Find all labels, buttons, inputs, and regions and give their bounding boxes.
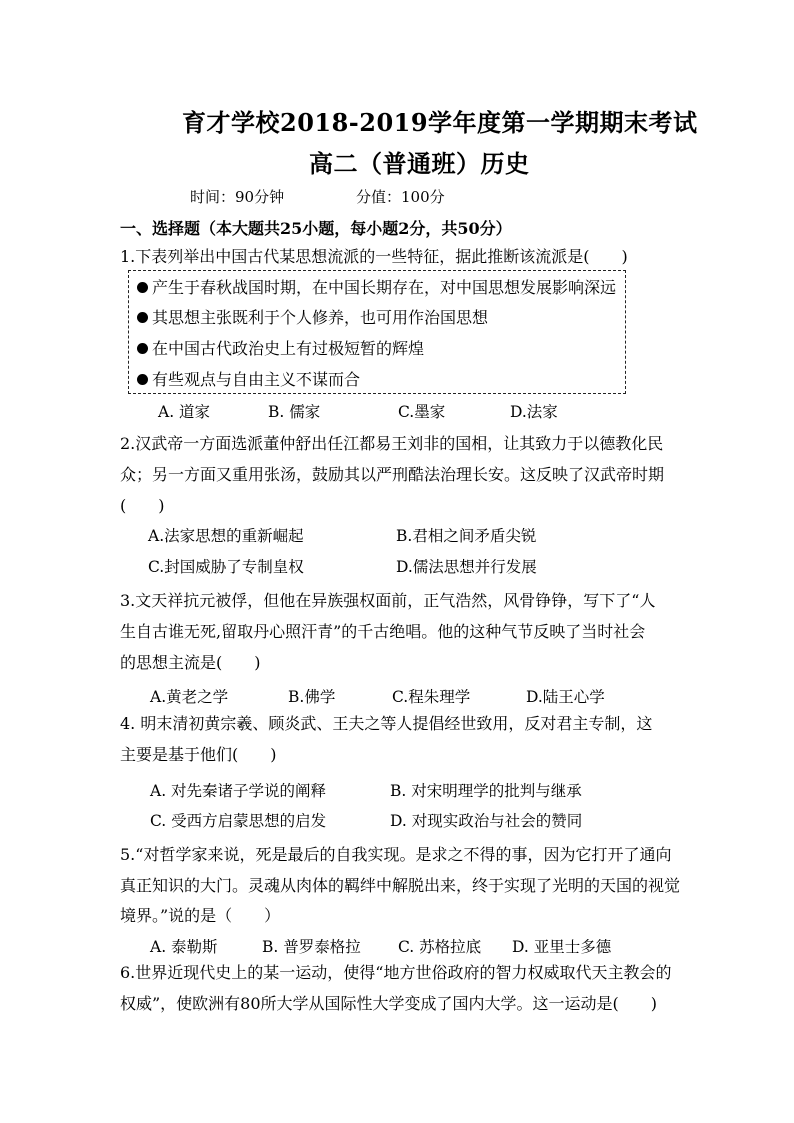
question-4-line: 4. 明末清初黄宗羲、顾炎武、王夫之等人提倡经世致用，反对君主专制，这 [120, 714, 653, 733]
question-5-option-a[interactable]: A. 泰勒斯 [150, 938, 218, 956]
bullet-dot-icon [137, 343, 148, 354]
question-3-line: 3.文天祥抗元被俘，但他在异族强权面前，正气浩然，风骨铮铮，写下了“人 [120, 591, 656, 610]
question-4-option-a[interactable]: A. 对先秦诸子学说的阐释 [150, 782, 327, 800]
question-6-line: 权威”，使欧洲有80所大学从国际性大学变成了国内大学。这一运动是( ) [120, 994, 658, 1013]
question-3-option-b[interactable]: B.佛学 [288, 688, 336, 706]
question-2-line: 众；另一方面又重用张汤，鼓励其以严刑酷法治理长安。这反映了汉武帝时期 [120, 465, 665, 484]
question-1-feature-box [128, 270, 626, 394]
question-5-line: 真正知识的大门。灵魂从肉体的羁绊中解脱出来，终于实现了光明的天国的视觉 [120, 876, 681, 895]
question-2-line: 2.汉武帝一方面选派董仲舒出任江都易王刘非的国相，让其致力于以德教化民 [120, 434, 664, 453]
question-3-line: 生自古谁无死,留取丹心照汗青”的千古绝唱。他的这种气节反映了当时社会 [120, 622, 646, 641]
question-3-option-c[interactable]: C.程朱理学 [392, 688, 471, 706]
question-4-option-d[interactable]: D. 对现实政治与社会的赞同 [390, 812, 583, 830]
question-4-option-b[interactable]: B. 对宋明理学的批判与继承 [390, 782, 582, 800]
question-5-option-b[interactable]: B. 普罗泰格拉 [262, 938, 361, 956]
feature-item: 有些观点与自由主义不谋而合 [137, 367, 360, 390]
exam-score: 分值：100分 [356, 188, 445, 206]
exam-subtitle: 高二（普通班）历史 [309, 149, 530, 178]
feature-item: 产生于春秋战国时期，在中国长期存在，对中国思想发展影响深远 [137, 275, 616, 298]
question-5-line: 境界。”说的是（ ） [120, 906, 281, 925]
question-1-option-c[interactable]: C.墨家 [398, 403, 446, 421]
bullet-dot-icon [137, 312, 148, 323]
question-2-line: ( ) [120, 496, 165, 515]
question-4-option-c[interactable]: C. 受西方启蒙思想的启发 [150, 812, 327, 830]
question-1-option-d[interactable]: D.法家 [510, 403, 558, 421]
question-5-option-c[interactable]: C. 苏格拉底 [398, 938, 482, 956]
question-2-option-b[interactable]: B.君相之间矛盾尖锐 [396, 527, 537, 545]
exam-title: 育才学校2018-2019学年度第一学期期末考试 [182, 108, 698, 137]
question-3-line: 的思想主流是( ) [120, 653, 261, 672]
question-3-option-d[interactable]: D.陆王心学 [526, 688, 605, 706]
question-3-option-a[interactable]: A.黄老之学 [150, 688, 229, 706]
bullet-dot-icon [137, 282, 148, 293]
section-heading: 一、选择题（本大题共25小题，每小题2分，共50分） [120, 219, 512, 238]
question-1-stem: 1.下表列举出中国古代某思想流派的一些特征，据此推断该流派是( ) [120, 247, 628, 266]
feature-item: 在中国古代政治史上有过极短暂的辉煌 [137, 336, 424, 359]
bullet-dot-icon [137, 374, 148, 385]
question-2-option-c[interactable]: C.封国威胁了专制皇权 [148, 558, 304, 576]
exam-time: 时间：90分钟 [190, 188, 285, 206]
question-1-option-a[interactable]: A. 道家 [158, 403, 211, 421]
question-4-line: 主要是基于他们( ) [120, 745, 277, 764]
question-6-line: 6.世界近现代史上的某一运动，使得“地方世俗政府的智力权威取代天主教会的 [120, 963, 672, 982]
question-2-option-d[interactable]: D.儒法思想并行发展 [396, 558, 537, 576]
question-2-option-a[interactable]: A.法家思想的重新崛起 [148, 527, 304, 545]
question-5-option-d[interactable]: D. 亚里士多德 [512, 938, 612, 956]
question-1-option-b[interactable]: B. 儒家 [268, 403, 321, 421]
feature-item: 其思想主张既利于个人修养，也可用作治国思想 [137, 305, 488, 328]
question-5-line: 5.“对哲学家来说，死是最后的自我实现。是求之不得的事，因为它打开了通向 [120, 845, 672, 864]
